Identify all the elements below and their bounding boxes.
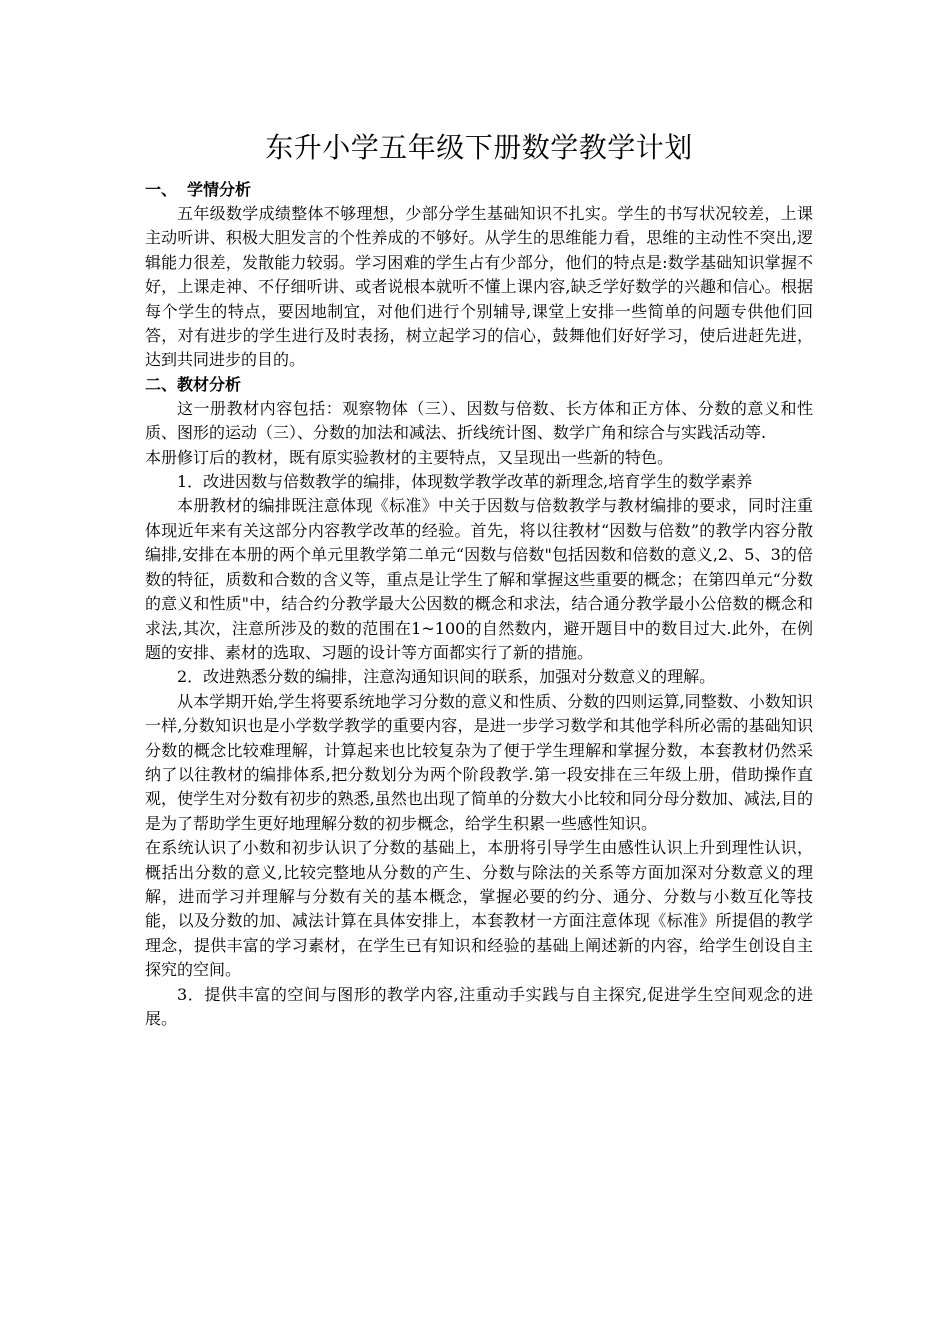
numbered-point: 2．改进熟悉分数的编排，注意沟通知识间的联系，加强对分数意义的理解。 — [177, 667, 716, 687]
section-title: 教材分析 — [177, 374, 242, 394]
numbered-point: 3．提供丰富的空间与图形的教学内容,注重动手实践与自主探究,促进学生空间观念的进展。 — [145, 984, 813, 1028]
section-heading-textbook — [145, 373, 813, 397]
paragraph: 从本学期开始,学生将要系统地学习分数的意义和性质、分数的四则运算,同整数、小数知识一样,分数知识也是小学数学教学的重要内容，是进一步学习数学和其他学科所必需的基础知识分数的概念比较难理解，计算起来也比较复杂为了便于学生理解和掌握分数，本套教材仍然采纳了以往教材的编排体系,把分数划分为两个阶段教学.第一段安排在三年级上册，借助操作直观，使学生对分数有初步的熟悉,虽然也出现了简单的分数大小比较和同分母分数加、减法,目的是为了帮助学生更好地理解分数的初步概念，给学生积累一些感性知识。 — [145, 691, 813, 833]
section-heading-situation — [145, 178, 813, 202]
paragraph: 本册教材的编排既注意体现《标准》中关于因数与倍数教学与教材编排的要求，同时注重体现近年来有关这部分内容教学改革的经验。首先，将以往教材“因数与倍数”的教学内容分散编排,安排在本册的两个单元里教学第二单元“因数与倍数"包括因数和倍数的意义,2、5、3的倍数的特征，质数和合数的含义等，重点是让学生了解和掌握这些重要的概念；在第四单元“分数的意义和性质"中，结合约分教学最大公因数的概念和求法，结合通分教学最小公倍数的概念和求法,其次，注意所涉及的数的范围在1~100的自然数内，避开题目中的数目过大.此外，在例题的安排、素材的选取、习题的设计等方面都实行了新的措施。 — [145, 496, 813, 662]
section-title: 学情分析 — [187, 180, 252, 199]
paragraph: 本册修订后的教材，既有原实验教材的主要特点，又呈现出一些新的特色。 — [145, 447, 674, 467]
paragraph: 在系统认识了小数和初步认识了分数的基础上，本册将引导学生由感性认识上升到理性认识，概括出分数的意义,比较完整地从分数的产生、分数与除法的关系等方面加深对分数意义的理解，进而学习并理解与分数有关的基本概念，掌握必要的约分、通分、分数与小数互化等技能，以及分数的加、减法计算在具体安排上，本套教材一方面注意体现《标准》所提倡的教学理念，提供丰富的学习素材，在学生已有知识和经验的基础上阐述新的内容，给学生创设自主探究的空间。 — [145, 838, 813, 980]
numbered-point: 1．改进因数与倍数教学的编排，体现数学教学改革的新理念,培育学生的数学素养 — [177, 472, 753, 492]
document-title: 东升小学五年级下册数学教学计划 — [265, 131, 693, 164]
paragraph: 这一册教材内容包括：观察物体（三）、因数与倍数、长方体和正方体、分数的意义和性质、图形的运动（三）、分数的加法和减法、折线统计图、数学广角和综合与实践活动等. — [145, 398, 813, 443]
section-number: 二、 — [145, 374, 178, 394]
paragraph: 五年级数学成绩整体不够理想，少部分学生基础知识不扎实。学生的书写状况较差，上课主动听讲、积极大胆发言的个性养成的不够好。从学生的思维能力看，思维的主动性不突出,逻辑能力很差，发散能力较弱。学习困难的学生占有少部分，他们的特点是:数学基础知识掌握不好，上课走神、不仔细听讲、或者说根本就听不懂上课内容,缺乏学好数学的兴趣和信心。根据每个学生的特点，要因地制宜，对他们进行个别辅导,课堂上安排一些简单的问题专供他们回答，对有进步的学生进行及时表扬，树立起学习的信心，鼓舞他们好好学习，使后进赶先进，达到共同进步的目的。 — [145, 204, 813, 370]
section-number: 一、 — [145, 180, 178, 199]
document-body — [145, 128, 813, 1031]
